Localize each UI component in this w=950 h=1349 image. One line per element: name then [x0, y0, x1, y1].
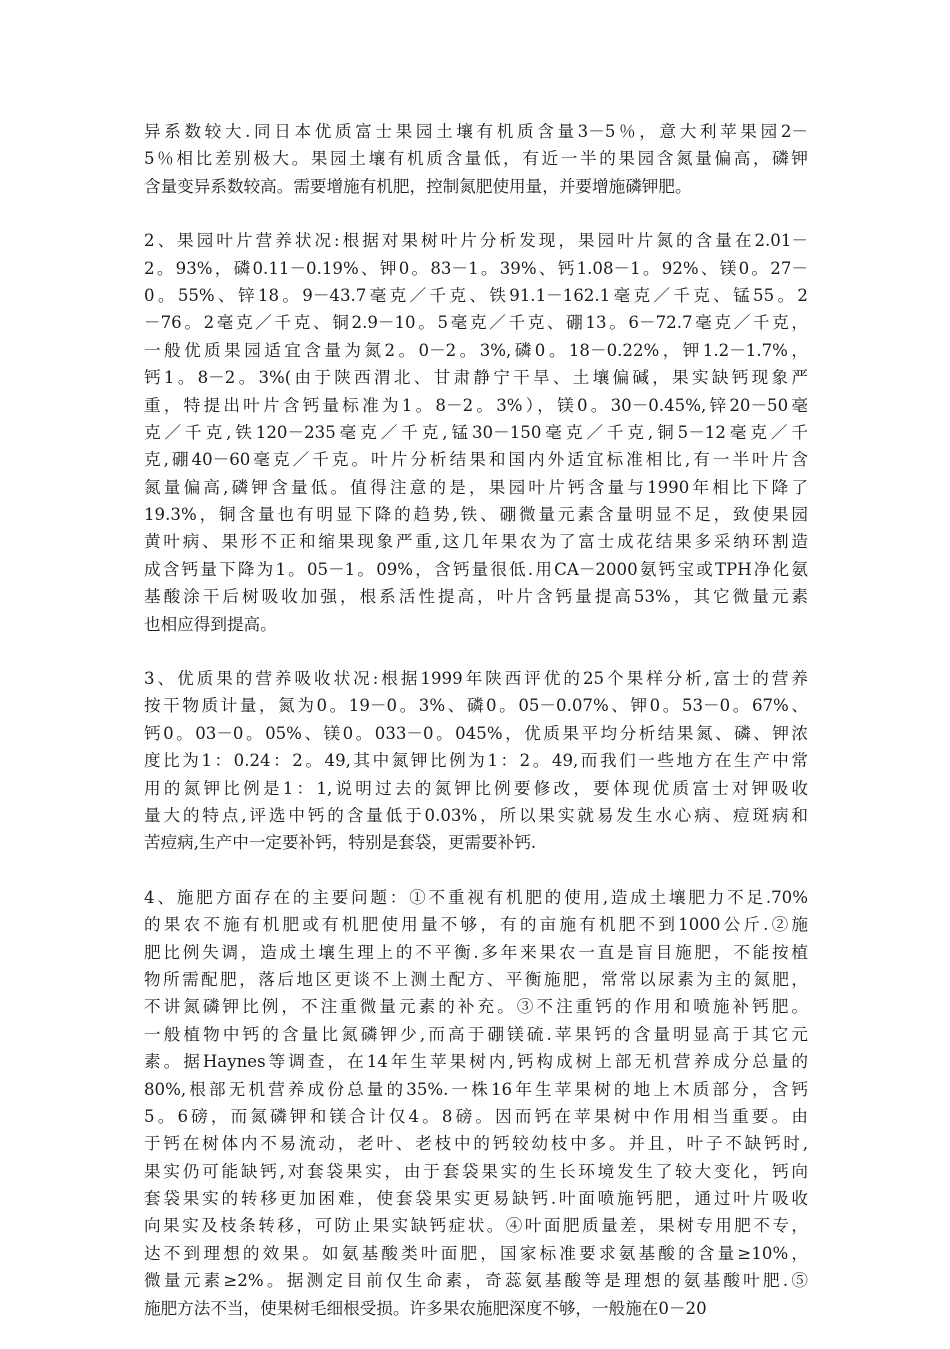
- text-line: 一般植物中钙的含量比氮磷钾少,而高于硼镁硫.苹果钙的含量明显高于其它元: [144, 1024, 808, 1044]
- text-line: 钙1。8－2。3%(由于陕西渭北、甘肃静宁干旱、土壤偏碱，果实缺钙现象严: [144, 368, 808, 388]
- text-line: 5。6磅，而氮磷钾和镁合计仅4。8磅。因而钙在苹果树中作用相当重要。由: [144, 1106, 808, 1126]
- text-line: 2、果园叶片营养状况:根据对果树叶片分析发现，果园叶片氮的含量在2.01－: [144, 231, 808, 251]
- text-line: 套袋果实的转移更加困难，使套袋果实更易缺钙.叶面喷施钙肥，通过叶片吸收: [144, 1189, 808, 1209]
- text-line: 成含钙量下降为1。05－1。09%，含钙量很低.用CA－2000氨钙宝或TPH净化氨: [144, 559, 808, 579]
- text-line: 度比为1：0.24：2。49,其中氮钾比例为1：2。49,而我们一些地方在生产中常: [144, 751, 808, 771]
- text-line: 克／千克,铁120－235毫克／千克,锰30－150毫克／千克,铜5－12毫克／千: [144, 422, 808, 442]
- text-line: 异系数较大.同日本优质富士果园土壤有机质含量3－5％，意大利苹果园2－: [144, 122, 808, 141]
- text-line: 达不到理想的效果。如氨基酸类叶面肥，国家标准要求氨基酸的含量≥10%，: [144, 1243, 808, 1263]
- text-line: 80%,根部无机营养成份总量的35%.一株16年生苹果树的地上木质部分，含钙: [144, 1079, 808, 1099]
- text-line: 0。55%、锌18。9－43.7毫克／千克、铁91.1－162.1毫克／千克、锰55。2: [144, 285, 808, 305]
- text-line: 含量变异系数较高。需要增施有机肥，控制氮肥使用量，并要增施磷钾肥。: [144, 176, 692, 196]
- text-line: 施肥方法不当，使果树毛细根受损。许多果农施肥深度不够，一般施在0－20: [144, 1298, 707, 1318]
- text-line: 苦痘病,生产中一定要补钙，特别是套袋，更需要补钙.: [144, 833, 537, 853]
- text-line: 用的氮钾比例是1：1,说明过去的氮钾比例要修改，要体现优质富士对钾吸收: [144, 778, 808, 798]
- text-line: 克,硼40－60毫克／千克。叶片分析结果和国内外适宜标准相比,有一半叶片含: [144, 450, 808, 470]
- text-line: 也相应得到提高。: [144, 614, 277, 634]
- text-line: 基酸涂干后树吸收加强，根系活性提高，叶片含钙量提高53%，其它微量元素: [144, 587, 808, 607]
- paragraph-4: [144, 884, 808, 1322]
- text-line: 3、优质果的营养吸收状况:根据1999年陕西评优的25个果样分析,富士的营养: [144, 669, 808, 689]
- text-line: 的果农不施有机肥或有机肥使用量不够，有的亩施有机肥不到1000公斤.②施: [144, 915, 808, 935]
- text-line: 5％相比差别极大。果园土壤有机质含量低，有近一半的果园含氮量偏高，磷钾: [144, 149, 808, 169]
- document-body: [144, 118, 808, 1349]
- text-line: 按干物质计量，氮为0。19－0。3%、磷0。05－0.07%、钾0。53－0。67%、: [144, 696, 808, 716]
- text-line: 不讲氮磷钾比例，不注重微量元素的补充。③不注重钙的作用和喷施补钙肥。: [144, 997, 808, 1017]
- paragraph-2: [144, 227, 808, 638]
- text-line: 2。93%，磷0.11－0.19%、钾0。83－1。39%、钙1.08－1。92%、镁0。27－: [144, 258, 808, 278]
- text-line: 向果实及枝条转移，可防止果实缺钙症状。④叶面肥质量差，果树专用肥不专，: [144, 1216, 808, 1236]
- text-line: 素。据Haynes等调查，在14年生苹果树内,钙构成树上部无机营养成分总量的: [144, 1052, 808, 1072]
- text-line: 黄叶病、果形不正和缩果现象严重,这几年果农为了富士成花结果多采纳环割造: [144, 532, 808, 552]
- text-line: 微量元素≥2%。据测定目前仅生命素，奇蕊氨基酸等是理想的氨基酸叶肥.⑤: [144, 1271, 808, 1291]
- text-line: 重，特提出叶片含钙量标准为1。8－2。3%），镁0。30－0.45%,锌20－50毫: [144, 395, 808, 415]
- text-line: 氮量偏高,磷钾含量低。值得注意的是，果园叶片钙含量与1990年相比下降了: [144, 477, 808, 497]
- text-line: 果实仍可能缺钙,对套袋果实，由于套袋果实的生长环境发生了较大变化，钙向: [144, 1161, 808, 1181]
- text-line: 肥比例失调，造成土壤生理上的不平衡.多年来果农一直是盲目施肥，不能按植: [144, 942, 808, 962]
- text-line: 19.3%，铜含量也有明显下降的趋势,铁、硼微量元素含量明显不足，致使果园: [144, 505, 808, 525]
- text-line: 物所需配肥，落后地区更谈不上测土配方、平衡施肥，常常以尿素为主的氮肥，: [144, 969, 808, 989]
- text-line: 量大的特点,评选中钙的含量低于0.03%，所以果实就易发生水心病、痘斑病和: [144, 805, 808, 825]
- text-line: －76。2毫克／千克、铜2.9－10。5毫克／千克、硼13。6－72.7毫克／千克，: [144, 313, 808, 333]
- text-line: 一般优质果园适宜含量为氮2。0－2。3%,磷0。18－0.22%，钾1.2－1.7%，: [144, 340, 808, 360]
- text-line: 于钙在树体内不易流动，老叶、老枝中的钙较幼枝中多。并且，叶子不缺钙时,: [144, 1134, 808, 1154]
- paragraph-1: [144, 118, 808, 200]
- text-line: 钙0。03－0。05%、镁0。033－0。045%，优质果平均分析结果氮、磷、钾浓: [144, 723, 808, 743]
- paragraph-3: [144, 665, 808, 857]
- text-line: 4、施肥方面存在的主要问题：①不重视有机肥的使用,造成土壤肥力不足.70%: [144, 887, 808, 907]
